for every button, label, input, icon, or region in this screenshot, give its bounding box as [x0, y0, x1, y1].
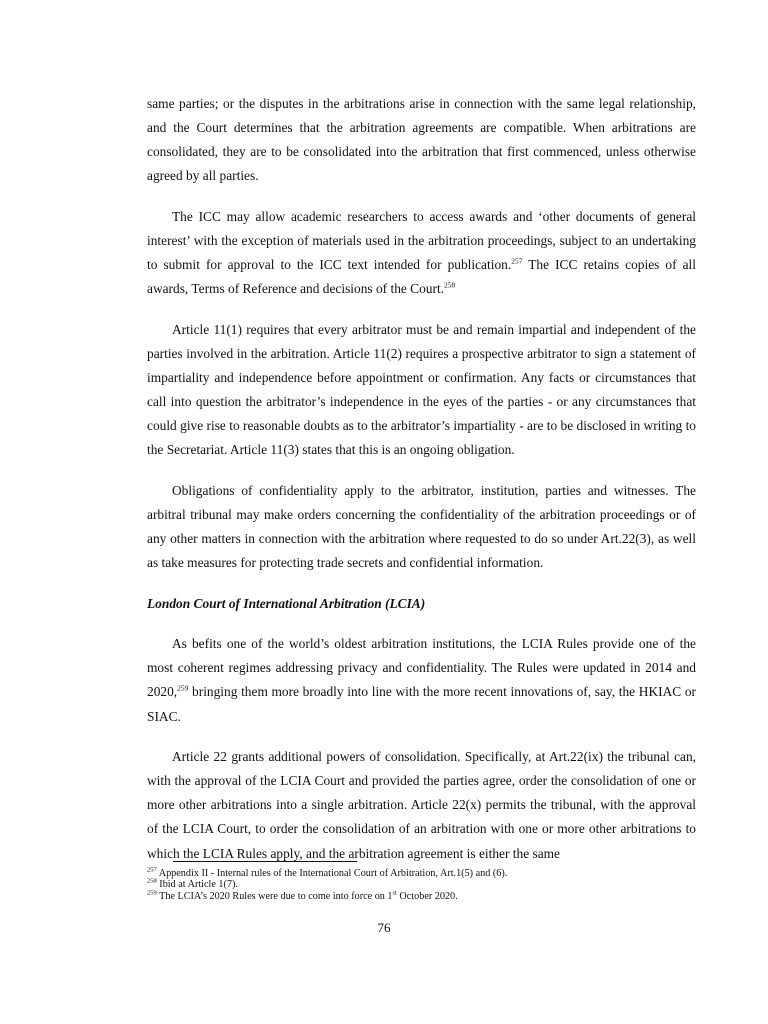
footnotes — [147, 868, 696, 902]
paragraph-text: Article 11(1) requires that every arbitrator must be and remain impartial and independent of the parties involved in the arbitration. Article 11(2) requires a prospective arbitrator to sign a statement of impartiality and independence before appointment or confirmation. Any facts or circumstances that call into question the arbitrator’s independence in the eyes of the parties - or any circumstances that could give rise to reasonable doubts as to the arbitrator’s impartiality - are to be disclosed in writing to the Secretariat. Article 11(3) states that this is an ongoing obligation. — [147, 321, 696, 458]
footnote-number: 257 — [147, 866, 157, 874]
footnote-text: Appendix II - Internal rules of the International Court of Arbitration, Art.1(5) and (6). — [156, 868, 508, 879]
paragraph-p4 — [147, 479, 696, 575]
footnote-reference[interactable]: 257 — [511, 256, 523, 266]
footnote-text: Ibid at Article 1(7). — [156, 879, 238, 891]
footnote-text: The LCIA’s 2020 Rules were due to come into force on 1 — [156, 890, 393, 902]
paragraph-p2 — [147, 205, 696, 301]
ordinal-suffix: st — [392, 889, 397, 897]
footnote-number: 258 — [147, 877, 157, 885]
paragraph-group-after-heading — [147, 632, 696, 865]
paragraph-text: As befits one of the world’s oldest arbitration institutions, the LCIA Rules provide one of the most coherent regimes addressing privacy and confidentiality. The Rules were updated in 2014 and 2020, — [147, 636, 696, 700]
paragraph-group-before-heading — [147, 92, 696, 575]
paragraph-text: Article 22 grants additional powers of consolidation. Specifically, at Art.22(ix) the tribunal can, with the approval of the LCIA Court and provided the parties agree, order the consolidation of one or more other arbitrations into a single arbitration. Article 22(x) permits the tribunal, with the approval of the LCIA Court, to order the consolidation of an arbitration with one or more other arbitrations to which the LCIA Rules apply, and the arbitration agreement is either the same — [147, 749, 696, 861]
footnote-reference[interactable]: 258 — [444, 280, 456, 290]
paragraph-text: same parties; or the disputes in the arbitrations arise in connection with the same legal relationship, and the Court determines that the arbitration agreements are compatible. When arbitrations are consolidated, they are to be consolidated into the arbitration that first commenced, unless otherwise agreed by all parties. — [147, 96, 696, 184]
footnote-reference[interactable]: 259 — [177, 684, 189, 693]
paragraph-text: The ICC retains copies of all awards, Terms of Reference and decisions of the Court. — [147, 257, 696, 297]
footnote-257 — [147, 868, 696, 879]
paragraph-p5 — [147, 632, 696, 728]
paragraph-text: bringing them more broadly into line with the more recent innovations of, say, the HKIAC or SIAC. — [147, 684, 696, 724]
paragraph-p3 — [147, 318, 696, 463]
footnote-separator — [173, 861, 357, 862]
footnote-number: 259 — [147, 889, 157, 897]
paragraph-p6 — [147, 745, 696, 865]
footnote-258 — [147, 879, 696, 890]
footnote-text: October 2020. — [396, 890, 458, 902]
paragraph-p1 — [147, 92, 696, 188]
paragraph-text: The ICC may allow academic researchers to access awards and ‘other documents of general interest’ with the exception of materials used in the arbitration proceedings, subject to an undertaking to submit for approval to the ICC text intended for publication. — [147, 208, 696, 273]
page-number: 76 — [377, 920, 391, 935]
footnote-259 — [147, 891, 696, 902]
paragraph-text: Obligations of confidentiality apply to the arbitrator, institution, parties and witnesses. The arbitral tribunal may make orders concerning the confidentiality of the arbitration proceedings or of any other matters in connection with the arbitration where requested to do so under Art.22(3), as well as take measures for protecting trade secrets and confidential information. — [147, 482, 696, 571]
body-text — [147, 92, 696, 882]
section-heading: London Court of International Arbitration (LCIA) — [147, 595, 426, 611]
